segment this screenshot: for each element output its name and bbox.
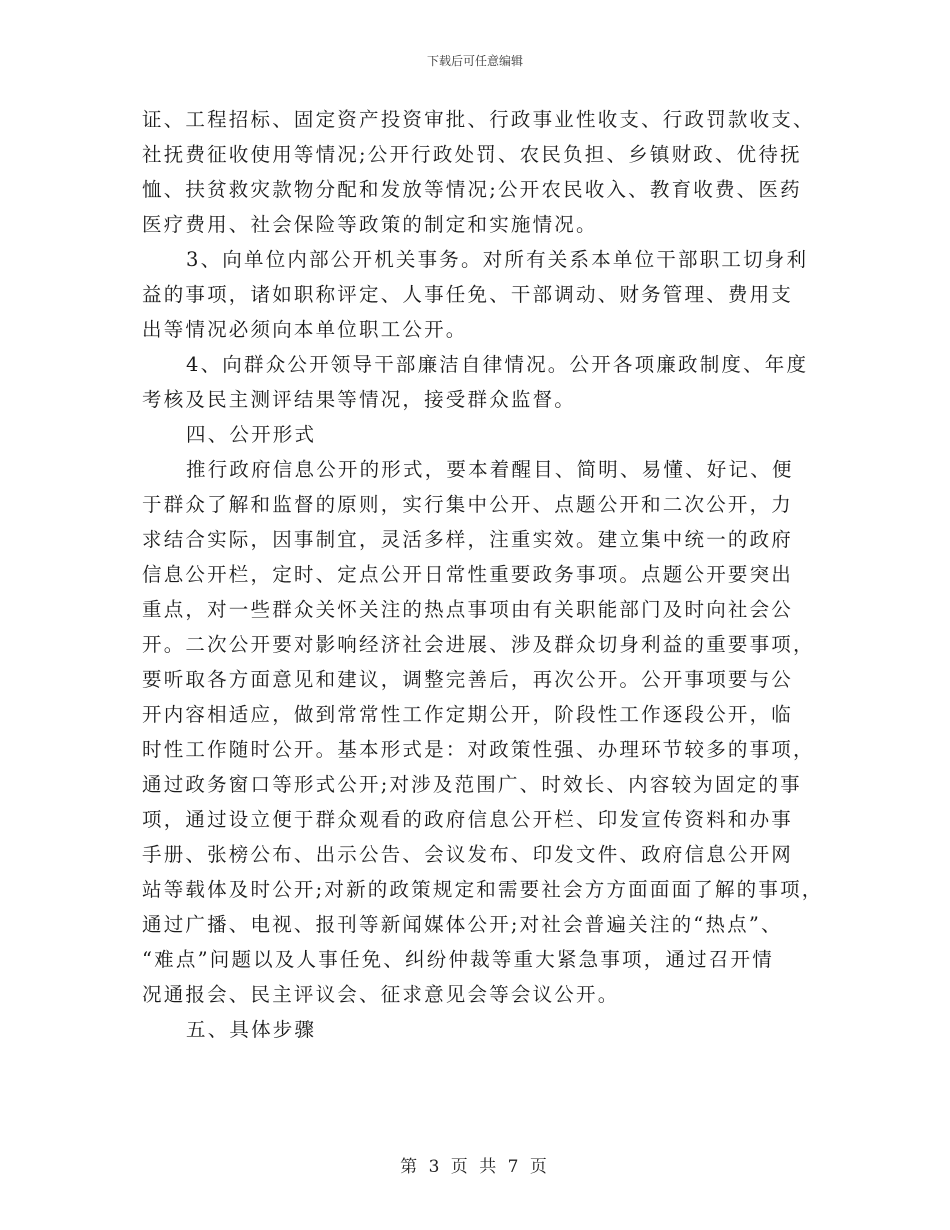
text-line-16: 开。二次公开要对影响经济社会进展、涉及群众切身利益的重要事项， — [142, 633, 815, 656]
page-header-note: 下载后可任意编辑 — [426, 54, 523, 68]
text-line-4: 医疗费用、社会保险等政策的制定和实施情况。 — [142, 213, 598, 236]
text-line-2: 社抚费征收使用等情况;公开行政处罚、农民负担、乡镇财政、优待抚 — [142, 143, 802, 166]
text-line-1: 证、工程招标、固定资产投资审批、行政事业性收支、行政罚款收支、 — [142, 108, 815, 131]
text-line-25: “难点”问题以及人事任免、纠纷仲裁等重大紧急事项，通过召开情 — [142, 948, 774, 971]
text-line-13: 求结合实际，因事制宜，灵活多样，注重实效。建立集中统一的政府 — [142, 528, 794, 551]
text-line-17: 要听取各方面意见和建议，调整完善后，再次公开。公开事项要与公 — [142, 668, 794, 691]
text-line-3: 恤、扶贫救灾款物分配和发放等情况;公开农民收入、教育收费、医药 — [142, 178, 802, 201]
text-line-26: 况通报会、民主评议会、征求意见会等会议公开。 — [142, 983, 620, 1006]
text-line-22: 手册、张榜公布、出示公告、会议发布、印发文件、政府信息公开网 — [142, 843, 794, 866]
section-heading-4: 四、公开形式 — [186, 423, 317, 446]
text-line-5: 3、向单位内部公开机关事务。对所有关系本单位干部职工切身利 — [186, 248, 809, 271]
document-body — [142, 102, 824, 1047]
text-line-21: 项，通过设立便于群众观看的政府信息公开栏、印发宣传资料和办事 — [142, 808, 794, 831]
text-line-7: 出等情况必须向本单位职工公开。 — [142, 318, 468, 341]
text-line-12: 于群众了解和监督的原则，实行集中公开、点题公开和二次公开，力 — [142, 493, 794, 516]
text-line-18: 开内容相适应，做到常常性工作定期公开，阶段性工作逐段公开，临 — [142, 703, 794, 726]
text-line-11: 推行政府信息公开的形式，要本着醒目、简明、易懂、好记、便 — [186, 458, 794, 481]
text-line-24: 通过广播、电视、报刊等新闻媒体公开;对社会普遍关注的“热点”、 — [142, 913, 783, 936]
page-number-footer: 第 3 页 共 7 页 — [400, 1157, 550, 1177]
text-line-9: 考核及民主测评结果等情况，接受群众监督。 — [142, 388, 577, 411]
text-line-6: 益的事项，诸如职称评定、人事任免、干部调动、财务管理、费用支 — [142, 283, 794, 306]
text-line-20: 通过政务窗口等形式公开;对涉及范围广、时效长、内容较为固定的事 — [142, 773, 802, 796]
text-line-14: 信息公开栏，定时、定点公开日常性重要政务事项。点题公开要突出 — [142, 563, 794, 586]
text-line-8: 4、向群众公开领导干部廉洁自律情况。公开各项廉政制度、年度 — [186, 353, 809, 376]
text-line-19: 时性工作随时公开。基本形式是：对政策性强、办理环节较多的事项， — [142, 738, 815, 761]
text-line-15: 重点，对一些群众关怀关注的热点事项由有关职能部门及时向社会公 — [142, 598, 794, 621]
section-heading-5: 五、具体步骤 — [186, 1018, 317, 1041]
text-line-23: 站等载体及时公开;对新的政策规定和需要社会方方面面面了解的事项， — [142, 878, 824, 901]
